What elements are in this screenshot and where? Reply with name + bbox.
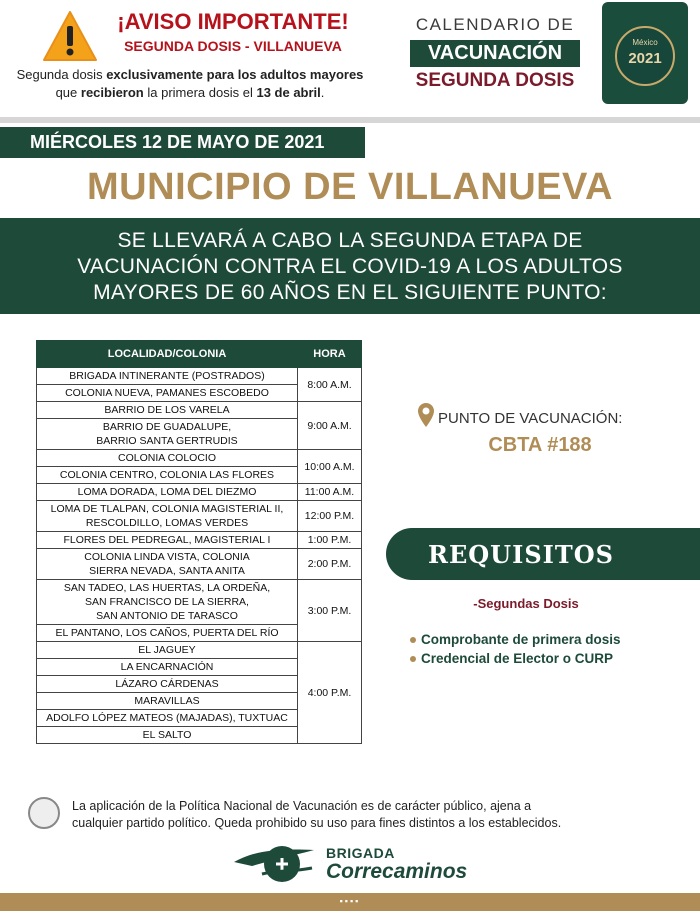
municipio-title: MUNICIPIO DE VILLANUEVA <box>87 166 613 208</box>
aviso-title: ¡AVISO IMPORTANTE! <box>117 9 349 34</box>
table-row: BARRIO DE GUADALUPE, BARRIO SANTA GERTRUDIS <box>37 419 362 450</box>
date-band: MIÉRCOLES 12 DE MAYO DE 2021 <box>0 127 365 158</box>
hora-cell: 12:00 P.M. <box>298 501 362 532</box>
vacunacion-label: VACUNACIÓN <box>410 40 580 67</box>
schedule-table <box>36 340 362 744</box>
logo-year: 2021 <box>628 50 662 67</box>
hora-cell: 1:00 P.M. <box>298 532 362 549</box>
hora-cell: 9:00 A.M. <box>298 402 362 450</box>
table-row: LOMA DE TLALPAN, COLONIA MAGISTERIAL II, RESCOLDILLO, LOMAS VERDES 12:00 P.M. <box>37 501 362 532</box>
aviso-description: Segunda dosis exclusivamente para los adultos mayores que recibieron la primera dosis el 13 de abril. <box>16 67 364 100</box>
requisitos-subtitle: -Segundas Dosis <box>473 596 579 611</box>
bullet-icon <box>410 637 416 643</box>
requisito-item: Credencial de Elector o CURP <box>410 651 690 666</box>
table-row: LÁZARO CÁRDENAS <box>37 676 362 693</box>
header-localidad: LOCALIDAD/COLONIA <box>37 341 298 368</box>
table-row: EL JAGUEY 4:00 P.M. <box>37 642 362 659</box>
table-row: ADOLFO LÓPEZ MATEOS (MAJADAS), TUXTUAC <box>37 710 362 727</box>
calendario-title: CALENDARIO DE <box>415 15 575 34</box>
punto-label: PUNTO DE VACUNACIÓN: <box>438 410 623 427</box>
table-row: LA ENCARNACIÓN <box>37 659 362 676</box>
table-row: MARAVILLAS <box>37 693 362 710</box>
table-row: BRIGADA INTINERANTE (POSTRADOS) 8:00 A.M. <box>37 368 362 385</box>
brigada-correcaminos-logo <box>232 838 316 886</box>
table-row: LOMA DORADA, LOMA DEL DIEZMO 11:00 A.M. <box>37 484 362 501</box>
hora-cell: 10:00 A.M. <box>298 450 362 484</box>
requisitos-title: REQUISITOS <box>428 540 614 569</box>
requisito-item: Comprobante de primera dosis <box>410 632 690 647</box>
header-hora: HORA <box>298 341 362 368</box>
table-row: EL SALTO <box>37 727 362 744</box>
header-divider <box>0 117 700 123</box>
hora-cell: 11:00 A.M. <box>298 484 362 501</box>
table-row: FLORES DEL PEDREGAL, MAGISTERIAL I 1:00 P.M. <box>37 532 362 549</box>
punto-name: CBTA #188 <box>488 434 592 456</box>
location-pin-icon <box>418 403 434 427</box>
table-row: SAN TADEO, LAS HUERTAS, LA ORDEÑA, SAN FRANCISCO DE LA SIERRA, SAN ANTONIO DE TARASCO 3:00 P.M. <box>37 580 362 625</box>
social-icons: ▪▪▪▪ <box>339 896 361 906</box>
segunda-dosis-label: SEGUNDA DOSIS <box>415 70 575 91</box>
hora-cell: 3:00 P.M. <box>298 580 362 642</box>
table-row: COLONIA COLOCIO 10:00 A.M. <box>37 450 362 467</box>
table-row: COLONIA CENTRO, COLONIA LAS FLORES <box>37 467 362 484</box>
footer-disclaimer: La aplicación de la Política Nacional de Vacunación es de carácter público, ajena a cualquier partido político. Queda prohibido su uso para fines distintos a los establecidos. <box>72 799 562 830</box>
correcaminos-label: Correcaminos <box>326 860 468 883</box>
announcement-text: SE LLEVARÁ A CABO LA SEGUNDA ETAPA DE VACUNACIÓN CONTRA EL COVID-19 A LOS ADULTOS MAYORES DE 60 AÑOS EN EL SIGUIENTE PUNTO: <box>77 229 623 304</box>
hora-cell: 8:00 A.M. <box>298 368 362 402</box>
bullet-icon <box>410 656 416 662</box>
brigada-label: BRIGADA <box>326 845 395 861</box>
table-row: COLONIA NUEVA, PAMANES ESCOBEDO <box>37 385 362 402</box>
table-row: BARRIO DE LOS VARELA 9:00 A.M. <box>37 402 362 419</box>
escudo-nacional-icon <box>28 797 60 829</box>
mexico-2021-logo <box>602 2 688 104</box>
logo-country: México <box>632 38 658 47</box>
hora-cell: 2:00 P.M. <box>298 549 362 580</box>
warning-icon <box>42 10 98 62</box>
hora-cell: 4:00 P.M. <box>298 642 362 744</box>
table-row: COLONIA LINDA VISTA, COLONIA SIERRA NEVADA, SANTA ANITA 2:00 P.M. <box>37 549 362 580</box>
aviso-subtitle: SEGUNDA DOSIS - VILLANUEVA <box>124 38 342 54</box>
table-row: EL PANTANO, LOS CAÑOS, PUERTA DEL RÍO <box>37 625 362 642</box>
